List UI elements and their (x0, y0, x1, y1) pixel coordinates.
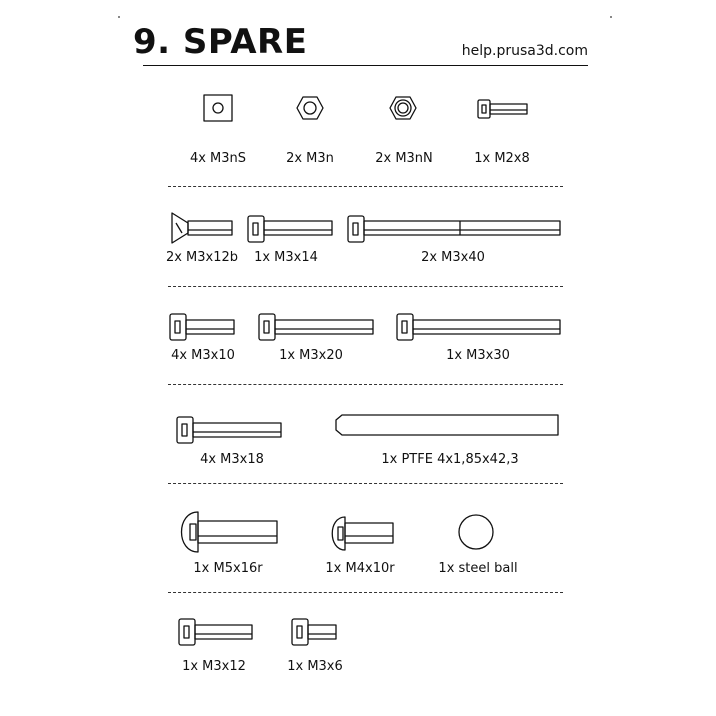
ptfe-tube-icon (336, 415, 558, 435)
m3x14-screw-icon (248, 216, 332, 242)
part-label: 1x M3x6 (287, 659, 343, 674)
site-url: help.prusa3d.com (461, 43, 588, 59)
m3x30-screw-icon (397, 314, 560, 340)
m3x12-screw-icon (179, 619, 252, 645)
part-label: 1x M3x12 (182, 659, 246, 674)
part-label: 1x PTFE 4x1,85x42,3 (381, 452, 519, 467)
page-title: 9. SPARE (133, 22, 308, 62)
m3x6-screw-icon (292, 619, 336, 645)
part-label: 1x M3x20 (279, 348, 343, 363)
part-label: 1x M4x10r (325, 561, 395, 576)
m3x18-screw-icon (177, 417, 281, 443)
countersunk-screw-icon (172, 213, 232, 243)
section-divider (168, 592, 563, 593)
part-label: 1x M2x8 (474, 151, 530, 166)
square-nut-icon (204, 95, 232, 121)
steel-ball-icon (459, 515, 493, 549)
section-divider (168, 384, 563, 385)
m4x10r-button-screw-icon (332, 517, 393, 550)
part-label: 1x M3x30 (446, 348, 510, 363)
m3x40-screw-icon (348, 216, 560, 242)
m3x20-screw-icon (259, 314, 373, 340)
part-label: 2x M3nN (375, 151, 433, 166)
part-label: 4x M3x18 (200, 452, 264, 467)
part-label: 1x M5x16r (193, 561, 263, 576)
part-label: 1x steel ball (438, 561, 518, 576)
m2x8-screw-icon (478, 100, 527, 118)
part-label: 2x M3n (286, 151, 334, 166)
m3x10-screw-icon (170, 314, 234, 340)
m5x16r-button-screw-icon (182, 512, 278, 552)
part-label: 4x M3x10 (171, 348, 235, 363)
section-divider (168, 186, 563, 187)
section-divider (168, 483, 563, 484)
section-divider (168, 286, 563, 287)
part-label: 2x M3x40 (421, 250, 485, 265)
hex-nut-icon (297, 97, 323, 119)
nyloc-nut-icon (390, 97, 416, 119)
part-label: 1x M3x14 (254, 250, 318, 265)
part-label: 4x M3nS (189, 151, 247, 166)
part-label: 2x M3x12b (165, 250, 239, 265)
